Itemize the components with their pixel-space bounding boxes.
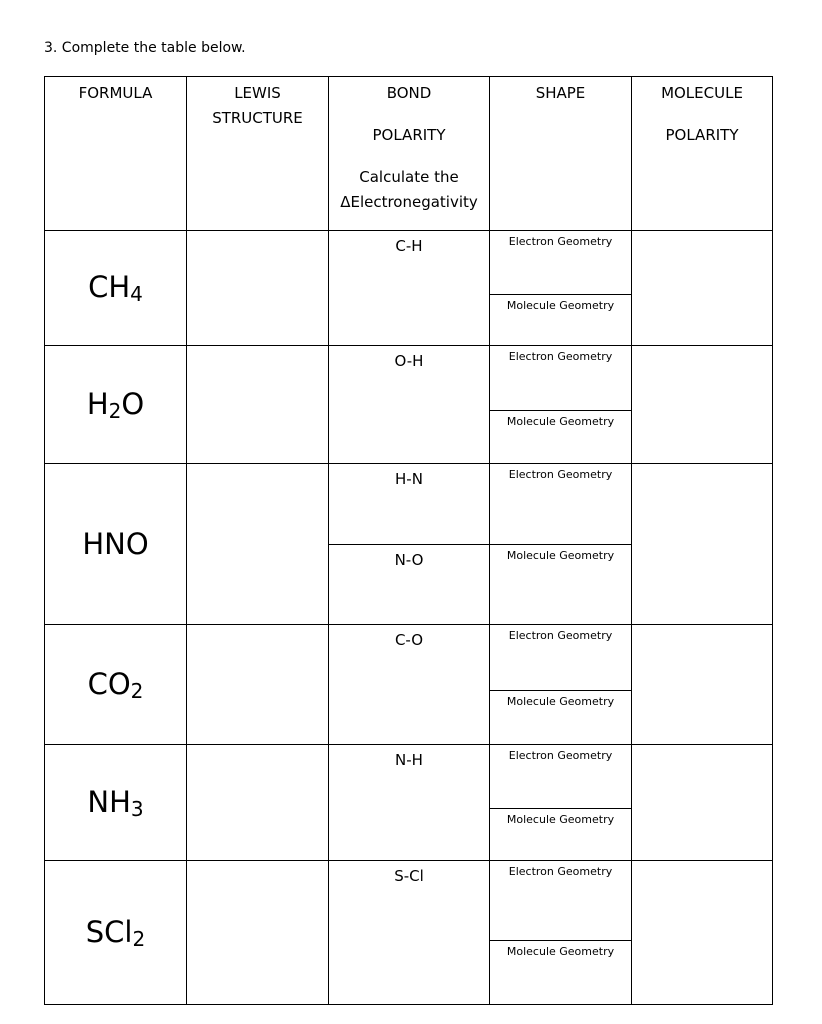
shape-cell	[490, 745, 632, 861]
table-row	[45, 745, 773, 861]
formula-subscript: 2	[108, 398, 122, 423]
formula-cell	[45, 745, 187, 861]
bond-label: O-H	[394, 352, 424, 370]
lewis-structure-answer-cell[interactable]	[187, 861, 329, 1005]
header-lewis	[187, 77, 329, 231]
bond-label: H-N	[395, 470, 423, 488]
formula-subscript: 4	[130, 282, 143, 306]
bond-label: N-H	[395, 751, 423, 769]
bond-polarity-cell[interactable]	[329, 464, 490, 625]
molecule-polarity-answer-cell[interactable]	[632, 861, 773, 1005]
bond-polarity-cell[interactable]	[329, 231, 490, 346]
bond-label: S-Cl	[394, 867, 424, 885]
electron-geometry-box[interactable]: Electron Geometry	[508, 235, 613, 248]
header-mol-line1: MOLECULE	[661, 84, 743, 102]
formula-cell	[45, 464, 187, 625]
header-row	[45, 77, 773, 231]
shape-cell	[490, 346, 632, 464]
shape-cell	[490, 625, 632, 745]
formula-main: CO	[87, 666, 131, 701]
formula-main: H	[86, 386, 109, 421]
molecule-geometry-box[interactable]: Molecule Geometry	[490, 410, 631, 463]
formula-main: CH	[88, 270, 131, 304]
header-shape-label: SHAPE	[535, 84, 586, 102]
instruction-text: 3. Complete the table below.	[44, 40, 246, 56]
formula-cell	[45, 346, 187, 464]
header-bond-line3: Calculate the	[359, 168, 459, 186]
header-mol-line2: POLARITY	[665, 126, 739, 144]
molecule-geometry-box[interactable]: Molecule Geometry	[490, 690, 631, 744]
formula-cell	[45, 861, 187, 1005]
header-lewis-line2: STRUCTURE	[212, 109, 303, 127]
header-bond-line2: POLARITY	[372, 126, 446, 144]
formula-subscript: 3	[130, 796, 144, 821]
molecule-geometry-box[interactable]: Molecule Geometry	[490, 544, 631, 624]
molecule-polarity-answer-cell[interactable]	[632, 625, 773, 745]
bond-polarity-cell[interactable]	[329, 745, 490, 861]
molecule-polarity-answer-cell[interactable]	[632, 346, 773, 464]
electron-geometry-box[interactable]: Electron Geometry	[508, 350, 613, 363]
bond-label: N-O	[329, 544, 489, 624]
formula-main: SCl	[85, 914, 133, 949]
bond-polarity-cell[interactable]	[329, 861, 490, 1005]
table-row	[45, 231, 773, 346]
shape-cell	[490, 231, 632, 346]
lewis-structure-answer-cell[interactable]	[187, 464, 329, 625]
lewis-structure-answer-cell[interactable]	[187, 745, 329, 861]
header-bond-polarity	[329, 77, 490, 231]
shape-cell	[490, 464, 632, 625]
electron-geometry-box[interactable]: Electron Geometry	[508, 629, 613, 642]
header-formula-label: FORMULA	[78, 84, 153, 102]
formula-cell	[45, 231, 187, 346]
header-lewis-line1: LEWIS	[234, 84, 281, 102]
bond-polarity-cell[interactable]	[329, 346, 490, 464]
lewis-structure-answer-cell[interactable]	[187, 231, 329, 346]
molecule-polarity-answer-cell[interactable]	[632, 464, 773, 625]
table-row	[45, 346, 773, 464]
molecule-geometry-box[interactable]: Molecule Geometry	[490, 940, 631, 1004]
header-bond-line1: BOND	[386, 84, 432, 102]
bond-label: C-H	[395, 237, 423, 255]
formula-subscript: 2	[132, 926, 146, 951]
table-row	[45, 625, 773, 745]
molecule-polarity-answer-cell[interactable]	[632, 745, 773, 861]
molecule-polarity-answer-cell[interactable]	[632, 231, 773, 346]
table-row	[45, 861, 773, 1005]
formula-subscript: 2	[130, 678, 144, 703]
formula-main: HNO	[82, 527, 149, 561]
table-row	[45, 464, 773, 625]
bond-label: C-O	[394, 631, 424, 649]
header-shape	[490, 77, 632, 231]
lewis-structure-answer-cell[interactable]	[187, 625, 329, 745]
lewis-structure-answer-cell[interactable]	[187, 346, 329, 464]
formula-cell	[45, 625, 187, 745]
header-formula	[45, 77, 187, 231]
molecule-geometry-box[interactable]: Molecule Geometry	[490, 294, 631, 345]
bond-polarity-cell[interactable]	[329, 625, 490, 745]
electron-geometry-box[interactable]: Electron Geometry	[508, 865, 613, 878]
chemistry-table	[44, 76, 773, 1005]
molecule-geometry-box[interactable]: Molecule Geometry	[490, 808, 631, 860]
shape-cell	[490, 861, 632, 1005]
electron-geometry-box[interactable]: Electron Geometry	[508, 468, 613, 481]
electron-geometry-box[interactable]: Electron Geometry	[508, 749, 613, 762]
formula-tail: O	[121, 386, 145, 421]
formula-main: NH	[87, 784, 131, 819]
header-bond-line4: ΔElectronegativity	[340, 193, 478, 211]
header-molecule-polarity	[632, 77, 773, 231]
